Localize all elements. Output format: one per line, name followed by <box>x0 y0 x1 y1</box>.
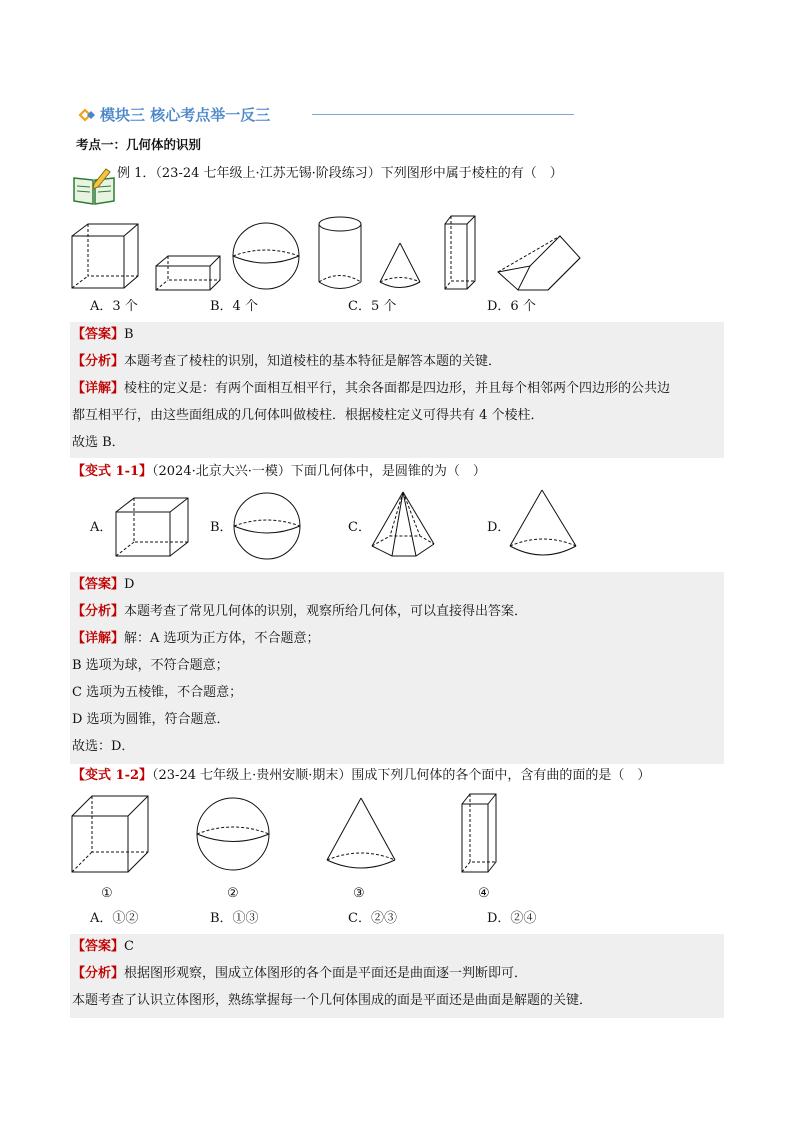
pentagonal-pyramid-figure <box>372 492 434 556</box>
v11-detail <box>72 629 320 649</box>
answer-value: B <box>124 327 134 342</box>
triangular-prism-figure <box>498 236 580 290</box>
cube-figure <box>72 224 138 288</box>
analysis-text: 本题考查了常见几何体的识别，观察所给几何体，可以直接得出答案． <box>124 604 528 619</box>
ex1-option-d: D．6 个 <box>487 299 536 314</box>
analysis-tag: 【分析】 <box>72 354 125 369</box>
sphere-figure <box>197 798 269 870</box>
sphere-figure <box>234 493 300 559</box>
ex1-conclusion: 故选 B． <box>72 435 125 450</box>
ex1-option-a: A．3 个 <box>90 299 138 314</box>
book-pencil-icon <box>72 166 118 206</box>
answer-value: C <box>124 939 134 954</box>
cone-figure <box>380 243 420 288</box>
analysis-text: 本题考查了棱柱的识别，知道棱柱的基本特征是解答本题的关键． <box>124 354 502 369</box>
answer-value: D <box>124 577 135 592</box>
cylinder-figure <box>319 217 361 289</box>
v11-option-a: A． <box>90 520 113 535</box>
variant-question: （2024·北京大兴·一模）下面几何体中，是圆锥的为（ ） <box>152 464 486 479</box>
v12-figure-label-3: ③ <box>353 886 365 901</box>
v11-option-c: C． <box>348 520 371 535</box>
tall-prism-figure <box>445 216 475 289</box>
v11-analysis <box>72 602 527 622</box>
variant-tag: 【变式 1-2】 <box>72 768 153 783</box>
detail-text: 棱柱的定义是：有两个面相互相平行，其余各面都是四边形，并且每个相邻两个四边形的公共边 <box>124 381 671 396</box>
cone-figure <box>327 798 395 868</box>
v11-answer <box>72 575 134 595</box>
v12-option-a: A．①② <box>90 911 139 926</box>
answer-tag: 【答案】 <box>72 577 125 592</box>
kaodian-heading: 考点一：几何体的识别 <box>76 137 202 152</box>
heading-rule <box>312 114 574 115</box>
v11-detail-line4: D 选项为圆锥，符合题意． <box>72 712 230 727</box>
analysis-tag: 【分析】 <box>72 604 125 619</box>
cube-figure <box>116 498 188 556</box>
v11-question-line <box>72 462 486 482</box>
ex1-question: 例 1．（23-24 七年级上·江苏无锡·阶段练习）下列图形中属于棱柱的有（ ） <box>117 166 563 181</box>
ex1-figures <box>70 212 590 294</box>
ex1-answer <box>72 325 134 345</box>
ex1-option-b: B．4 个 <box>210 299 258 314</box>
cone-figure <box>510 490 576 555</box>
variant-question: （23-24 七年级上·贵州安顺·期末）围成下列几何体的各个面中，含有曲的面的是（ ） <box>152 768 651 783</box>
ex1-analysis <box>72 352 501 372</box>
ex1-option-c: C．5 个 <box>348 299 397 314</box>
analysis-text: 根据图形观察，围成立体图形的各个面是平面还是曲面逐一判断即可． <box>124 966 528 981</box>
v11-detail-line3: C 选项为五棱锥，不合题意； <box>72 685 243 700</box>
answer-tag: 【答案】 <box>72 327 125 342</box>
cuboid-figure <box>156 256 220 290</box>
analysis-tag: 【分析】 <box>72 966 125 981</box>
detail-text: 解：A 选项为正方体，不合题意； <box>124 631 320 646</box>
v12-figure-label-2: ② <box>227 886 239 901</box>
ex1-detail <box>72 379 670 399</box>
section-title: 模块三 核心考点举一反三 <box>100 106 271 124</box>
answer-tag: 【答案】 <box>72 939 125 954</box>
v12-option-c: C．②③ <box>348 911 397 926</box>
v12-answer <box>72 937 134 957</box>
v11-option-d: D． <box>487 520 511 535</box>
v12-note: 本题考查了认识立体图形，熟练掌握每一个几何体围成的面是平面还是曲面是解题的关键． <box>72 993 593 1008</box>
v12-option-b: B．①③ <box>210 911 259 926</box>
detail-tag: 【详解】 <box>72 631 125 646</box>
v11-option-b: B． <box>210 520 233 535</box>
variant-tag: 【变式 1-1】 <box>72 464 153 479</box>
v11-figures <box>110 484 590 570</box>
section-heading <box>78 104 578 126</box>
v12-figures <box>70 792 530 878</box>
v11-detail-line2: B 选项为球，不符合题意； <box>72 658 229 673</box>
v12-figure-label-1: ① <box>101 886 113 901</box>
v12-figure-label-4: ④ <box>478 886 490 901</box>
v12-question-line <box>72 766 650 786</box>
cube-figure <box>72 796 148 872</box>
tall-prism-figure <box>462 794 496 872</box>
v11-conclusion: 故选：D． <box>72 739 135 754</box>
v12-analysis <box>72 964 527 984</box>
sphere-figure <box>233 223 299 289</box>
ex1-detail-line2: 都互相平行，由这些面组成的几何体叫做棱柱．根据棱柱定义可得共有 4 个棱柱． <box>72 408 544 423</box>
v12-option-d: D．②④ <box>487 911 537 926</box>
detail-tag: 【详解】 <box>72 381 125 396</box>
diamond-icon <box>78 107 98 123</box>
